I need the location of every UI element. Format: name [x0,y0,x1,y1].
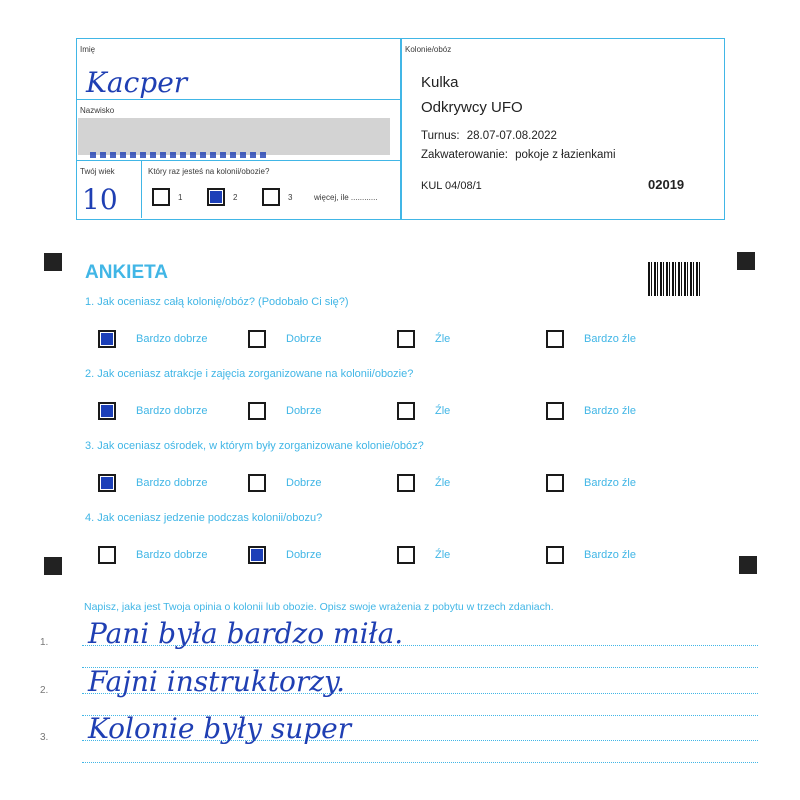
times-option-3: 3 [288,193,293,202]
rating-option-label: Bardzo dobrze [136,405,208,417]
registration-marker [44,557,62,575]
registration-marker [739,556,757,574]
rating-option-label: Bardzo dobrze [136,333,208,345]
turnus-label: Turnus: [421,130,460,142]
rating-option-label: Bardzo dobrze [136,549,208,561]
rating-checkbox[interactable] [98,546,116,564]
divider [76,160,400,161]
times-checkbox-2[interactable] [207,188,225,206]
rating-option-label: Bardzo źle [584,477,636,489]
times-option-1: 1 [178,193,183,202]
camp-title: Odkrywcy UFO [421,99,523,116]
line-number: 3. [40,732,49,743]
rating-checkbox[interactable] [397,474,415,492]
rating-checkbox[interactable] [248,402,266,420]
rating-checkbox[interactable] [397,330,415,348]
accommodation-label: Zakwaterowanie: [421,149,508,161]
name-value: Kacper [86,66,188,99]
times-checkbox-1[interactable] [152,188,170,206]
question-text: 2. Jak oceniasz atrakcje i zajęcia zorganizowane na kolonii/obozie? [85,368,414,380]
camp-label: Kolonie/obóz [405,45,452,54]
rating-option-label: Dobrze [286,549,322,561]
question-text: 3. Jak oceniasz ośrodek, w którym były zorganizowane kolonie/obóz? [85,440,424,452]
handwritten-answer: Kolonie były super [88,712,352,745]
rating-option-label: Źle [435,405,451,417]
times-option-2: 2 [233,193,238,202]
times-label: Który raz jesteś na kolonii/obozie? [148,167,270,176]
rating-option-label: Dobrze [286,405,322,417]
form-number: 02019 [648,177,685,192]
rating-checkbox[interactable] [98,402,116,420]
times-more: więcej, ile ............ [314,193,378,202]
rating-option-label: Dobrze [286,333,322,345]
surname-ink-trace [90,152,270,158]
surname-label: Nazwisko [80,106,115,115]
turnus-value: 28.07-07.08.2022 [466,130,557,142]
rating-checkbox[interactable] [98,330,116,348]
line-number: 2. [40,685,49,696]
rating-option-label: Bardzo źle [584,333,636,345]
camp-name: Kulka [421,74,459,91]
rating-checkbox[interactable] [248,330,266,348]
age-value: 10 [82,183,118,216]
rating-option-label: Bardzo źle [584,405,636,417]
rating-option-label: Źle [435,549,451,561]
rating-option-label: Źle [435,477,451,489]
handwritten-answer: Pani była bardzo miła. [88,617,404,650]
name-label: Imię [80,45,96,54]
rating-checkbox[interactable] [98,474,116,492]
rating-checkbox[interactable] [546,474,564,492]
question-text: 1. Jak oceniasz całą kolonię/obóz? (Podobało Ci się?) [85,296,349,308]
rating-checkbox[interactable] [397,546,415,564]
question-text: 4. Jak oceniasz jedzenie podczas kolonii/obozu? [85,512,323,524]
surname-redaction [78,118,390,155]
divider [76,99,400,100]
handwritten-answer: Fajni instruktorzy. [88,665,346,698]
header-right-box [400,38,725,220]
rating-checkbox[interactable] [546,546,564,564]
rating-checkbox[interactable] [248,546,266,564]
writing-line [82,762,758,763]
rating-checkbox[interactable] [546,402,564,420]
rating-checkbox[interactable] [546,330,564,348]
rating-option-label: Bardzo źle [584,549,636,561]
rating-option-label: Dobrze [286,477,322,489]
accommodation [421,149,616,161]
opinion-prompt: Napisz, jaka jest Twoja opinia o kolonii lub obozie. Opisz swoje wrażenia z pobytu w trzech zdaniach. [84,601,554,613]
age-label: Twój wiek [80,167,115,176]
times-checkbox-3[interactable] [262,188,280,206]
rating-option-label: Bardzo dobrze [136,477,208,489]
registration-marker [44,253,62,271]
rating-checkbox[interactable] [248,474,266,492]
barcode [648,262,702,296]
rating-option-label: Źle [435,333,451,345]
divider [141,160,142,218]
turnus [421,130,557,142]
registration-marker [737,252,755,270]
accommodation-value: pokoje z łazienkami [515,149,616,161]
camp-code: KUL 04/08/1 [421,180,482,192]
rating-checkbox[interactable] [397,402,415,420]
line-number: 1. [40,637,49,648]
survey-title: ANKIETA [85,262,169,283]
